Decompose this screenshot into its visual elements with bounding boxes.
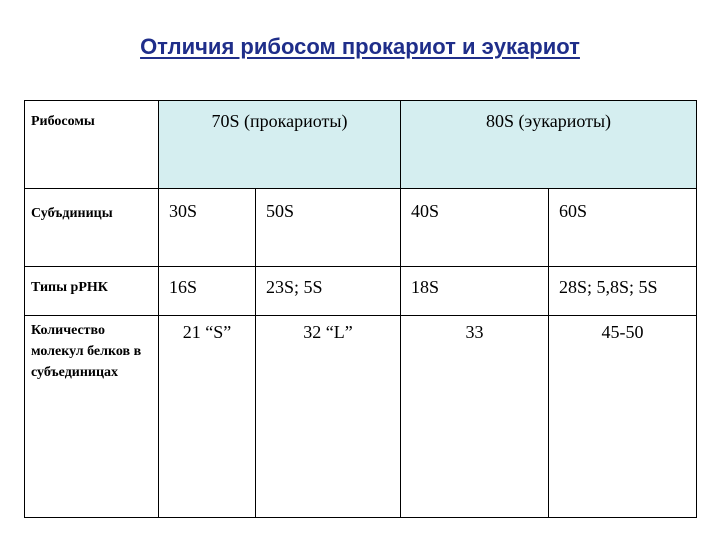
row-label: Количество молекул белков в субъединицах <box>25 316 159 518</box>
ribosome-comparison-table <box>24 100 697 518</box>
table-cell: 30S <box>159 189 256 267</box>
table-cell: 50S <box>256 189 401 267</box>
table-cell: 16S <box>159 267 256 316</box>
table-cell: 23S; 5S <box>256 267 401 316</box>
table-cell: 21 “S” <box>159 316 256 518</box>
table-cell: 18S <box>401 267 549 316</box>
table-cell: 60S <box>549 189 697 267</box>
table-row <box>25 316 697 518</box>
row-label: Типы рРНК <box>25 267 159 316</box>
slide-title: Отличия рибосом прокариот и эукариот <box>140 34 580 59</box>
header-eukaryotes: 80S (эукариоты) <box>401 101 697 189</box>
table-row <box>25 267 697 316</box>
table-cell: 32 “L” <box>256 316 401 518</box>
table-cell: 45-50 <box>549 316 697 518</box>
table-row <box>25 189 697 267</box>
table-header-row <box>25 101 697 189</box>
table-cell: 28S; 5,8S; 5S <box>549 267 697 316</box>
row-header-cell: Рибосомы <box>25 101 159 189</box>
table-cell: 33 <box>401 316 549 518</box>
row-label: Субъдиницы <box>25 189 159 267</box>
header-prokaryotes: 70S (прокариоты) <box>159 101 401 189</box>
table-cell: 40S <box>401 189 549 267</box>
